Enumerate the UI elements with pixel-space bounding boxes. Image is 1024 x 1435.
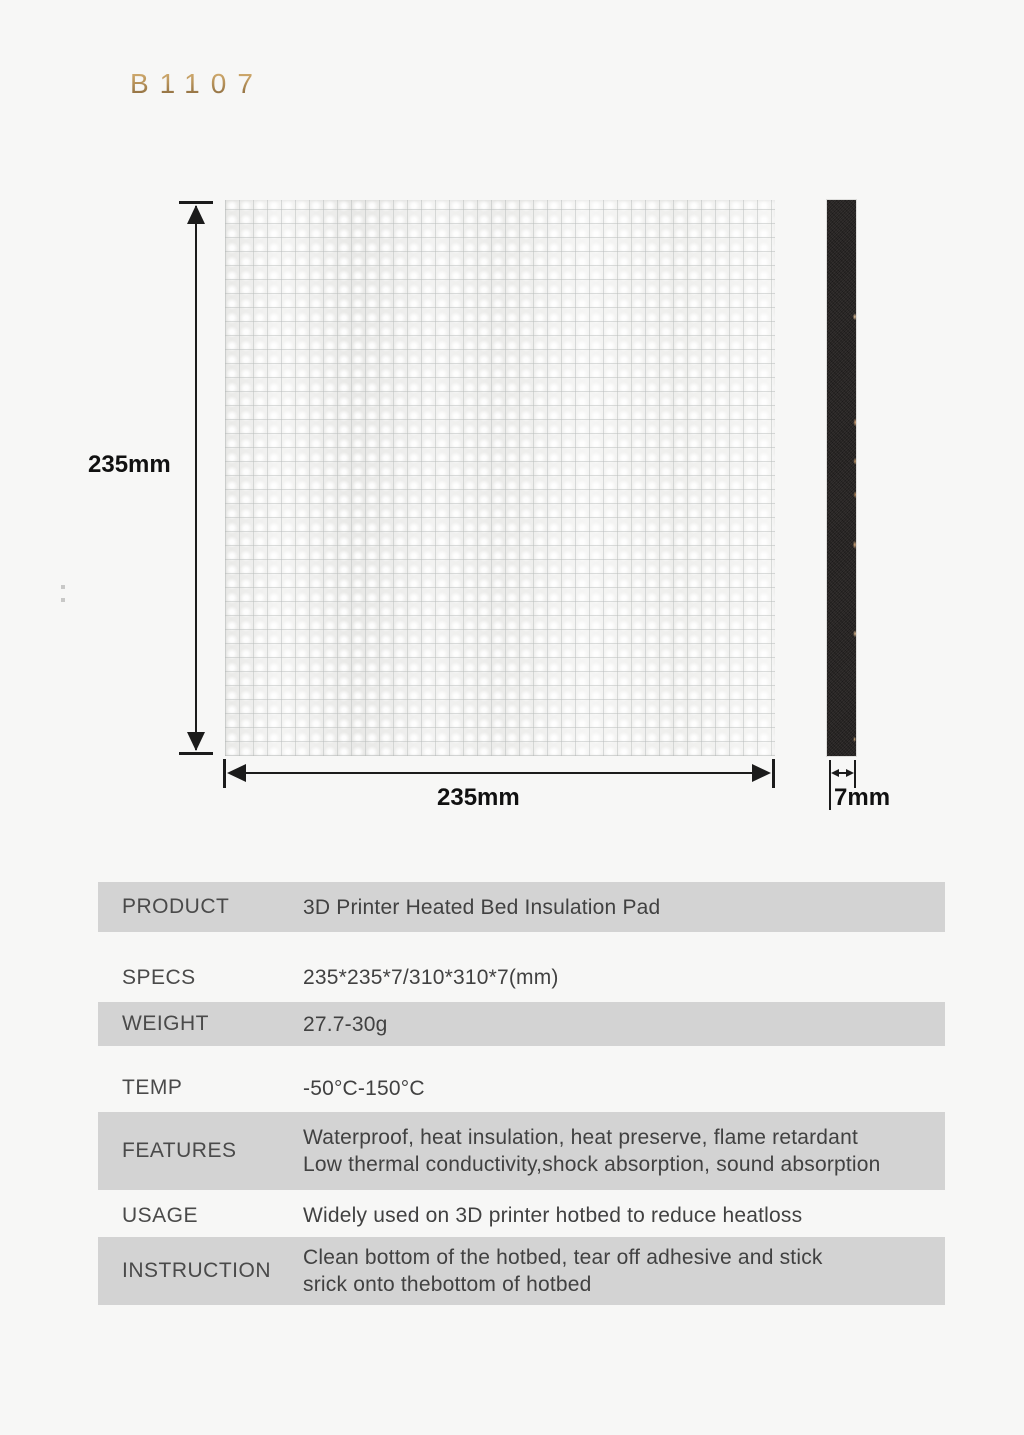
- pad-width-label: 235mm: [437, 784, 520, 811]
- pad-height-label: 235mm: [88, 451, 171, 478]
- row-label: FEATURES: [122, 1139, 237, 1162]
- arrow-right-icon: [752, 764, 771, 782]
- spec-table: [98, 882, 945, 1305]
- row-value: 27.7-30g: [303, 1012, 388, 1036]
- table-row-weight: [98, 1002, 945, 1046]
- pad-thickness-label: 7mm: [834, 784, 891, 811]
- arrow-up-icon: [187, 205, 205, 224]
- row-label: SPECS: [122, 965, 196, 989]
- small-arrow-right-icon: [846, 769, 854, 777]
- height-dimension-line: [195, 206, 197, 750]
- table-row-features: [98, 1112, 945, 1190]
- scan-artifact-dot: [61, 598, 65, 602]
- row-value: [303, 1124, 881, 1178]
- insulation-pad-side-image: [827, 200, 856, 756]
- row-label: TEMP: [122, 1076, 183, 1099]
- row-value: 3D Printer Heated Bed Insulation Pad: [303, 895, 661, 919]
- row-value-line1: Clean bottom of the hotbed, tear off adhesive and stick: [303, 1246, 823, 1269]
- insulation-pad-front-image: [225, 200, 775, 756]
- row-value-line2: srick onto thebottom of hotbed: [303, 1273, 592, 1296]
- row-value: -50°C-150°C: [303, 1076, 425, 1100]
- row-value: [303, 1244, 823, 1298]
- brand-logo: B1107: [130, 68, 264, 99]
- row-value-line1: Waterproof, heat insulation, heat preserve, flame retardant: [303, 1126, 858, 1149]
- scan-artifact-dot: [61, 585, 65, 589]
- table-row-usage: [98, 1194, 945, 1237]
- dimension-cap-right: [772, 759, 775, 788]
- row-label: WEIGHT: [122, 1012, 209, 1035]
- row-label: USAGE: [122, 1203, 199, 1227]
- row-value: Widely used on 3D printer hotbed to reduce heatloss: [303, 1204, 803, 1227]
- table-row-instruction: [98, 1237, 945, 1305]
- small-arrow-left-icon: [831, 769, 839, 777]
- table-row-specs: [98, 953, 945, 1002]
- arrow-down-icon: [187, 732, 205, 751]
- row-value: 235*235*7/310*310*7(mm): [303, 966, 559, 989]
- row-value-line2: Low thermal conductivity,shock absorption, sound absorption: [303, 1153, 881, 1176]
- row-label: INSTRUCTION: [122, 1259, 271, 1282]
- dimension-cap-left: [223, 759, 226, 788]
- table-row-temp: [98, 1064, 945, 1112]
- dimension-cap-bottom: [179, 752, 213, 755]
- dimension-cap-top: [179, 201, 213, 204]
- arrow-left-icon: [227, 764, 246, 782]
- thickness-cap-left: [829, 760, 831, 810]
- row-label: PRODUCT: [122, 895, 230, 918]
- table-row-product: [98, 882, 945, 932]
- width-dimension-line: [232, 772, 768, 774]
